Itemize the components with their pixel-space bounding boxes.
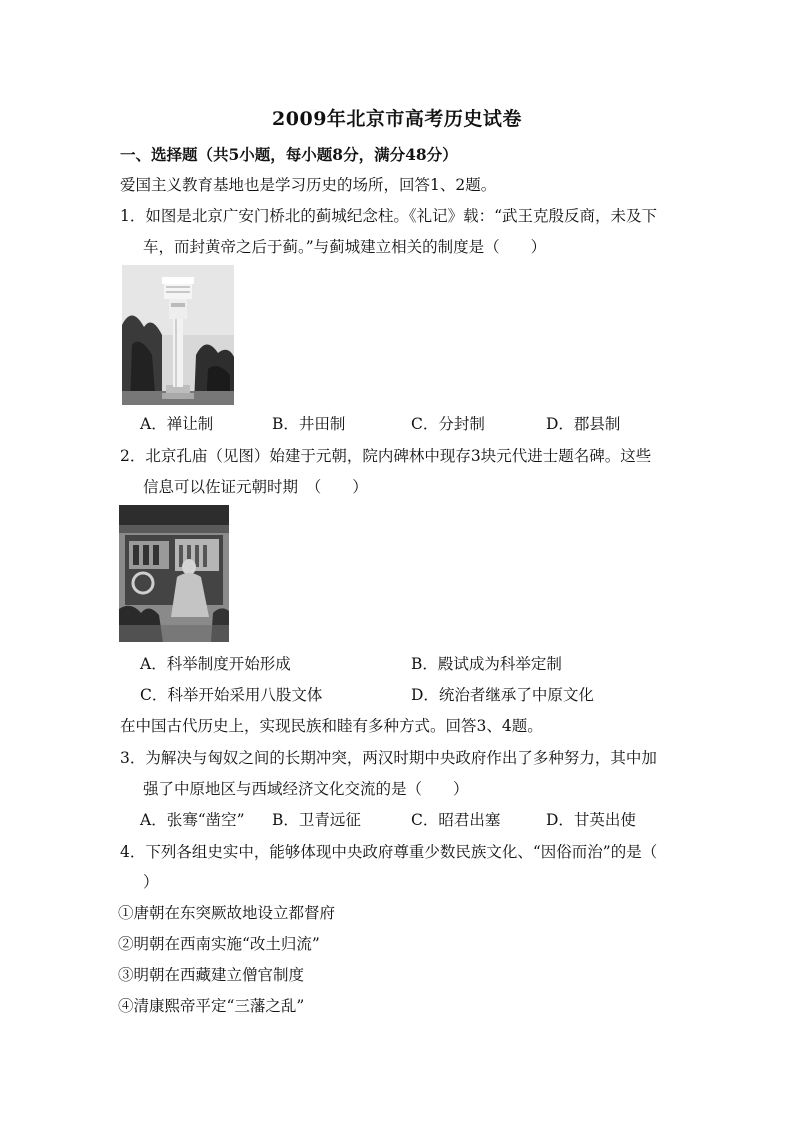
section-heading: 一、选择题（共5小题，每小题8分，满分48分）	[120, 145, 458, 164]
q2-stem-line2: 信息可以佐证元朝时期 （ ）	[143, 478, 368, 496]
intro-3-4: 在中国古代历史上，实现民族和睦有多种方式。回答3、4题。	[120, 717, 543, 735]
q2-option-d: D．统治者继承了中原文化	[411, 686, 594, 704]
q3-option-a: A．张骞“凿空”	[140, 811, 245, 829]
q3-option-d: D．甘英出使	[546, 811, 636, 829]
q2-option-c: C．科举开始采用八股文体	[140, 686, 323, 704]
q4-item-1: ①唐朝在东突厥故地设立都督府	[118, 904, 336, 922]
q3-stem-line2: 强了中原地区与西域经济文化交流的是（ ）	[143, 780, 469, 798]
q1-stem-line2: 车，而封黄帝之后于蓟。”与蓟城建立相关的制度是（ ）	[143, 238, 547, 256]
q3-option-c: C．昭君出塞	[411, 811, 501, 829]
q4-item-4: ④清康熙帝平定“三藩之乱”	[118, 997, 305, 1015]
q2-option-a: A．科举制度开始形成	[140, 655, 291, 673]
q4-stem-line2: ）	[143, 873, 159, 891]
q3-option-b: B．卫青远征	[272, 811, 361, 829]
q4-item-2: ②明朝在西南实施“改土归流”	[118, 935, 320, 953]
q4-item-3: ③明朝在西藏建立僧官制度	[118, 966, 305, 984]
q1-option-c: C．分封制	[411, 415, 485, 433]
q1-option-a: A．禅让制	[140, 415, 214, 433]
q4-stem-line1: 4．下列各组史实中，能够体现中央政府尊重少数民族文化、“因俗而治”的是（	[120, 843, 658, 861]
q1-option-b: B．井田制	[272, 415, 346, 433]
q3-stem-line1: 3．为解决与匈奴之间的长期冲突，两汉时期中央政府作出了多种努力，其中加	[120, 749, 657, 767]
q1-option-d: D．郡县制	[546, 415, 621, 433]
intro-1-2: 爱国主义教育基地也是学习历史的场所，回答1、2题。	[120, 176, 497, 194]
q2-option-b: B．殿试成为科举定制	[411, 655, 562, 673]
jicheng-memorial-pillar-photo	[122, 265, 234, 405]
q2-stem-line1: 2．北京孔庙（见图）始建于元朝，院内碑林中现存3块元代进士题名碑。这些	[120, 447, 652, 465]
q1-stem-line1: 1．如图是北京广安门桥北的蓟城纪念柱。《礼记》载：“武王克殷反商，未及下	[120, 207, 658, 225]
beijing-confucius-temple-photo	[119, 505, 229, 642]
page-title: 2009年北京市高考历史试卷	[272, 108, 522, 130]
